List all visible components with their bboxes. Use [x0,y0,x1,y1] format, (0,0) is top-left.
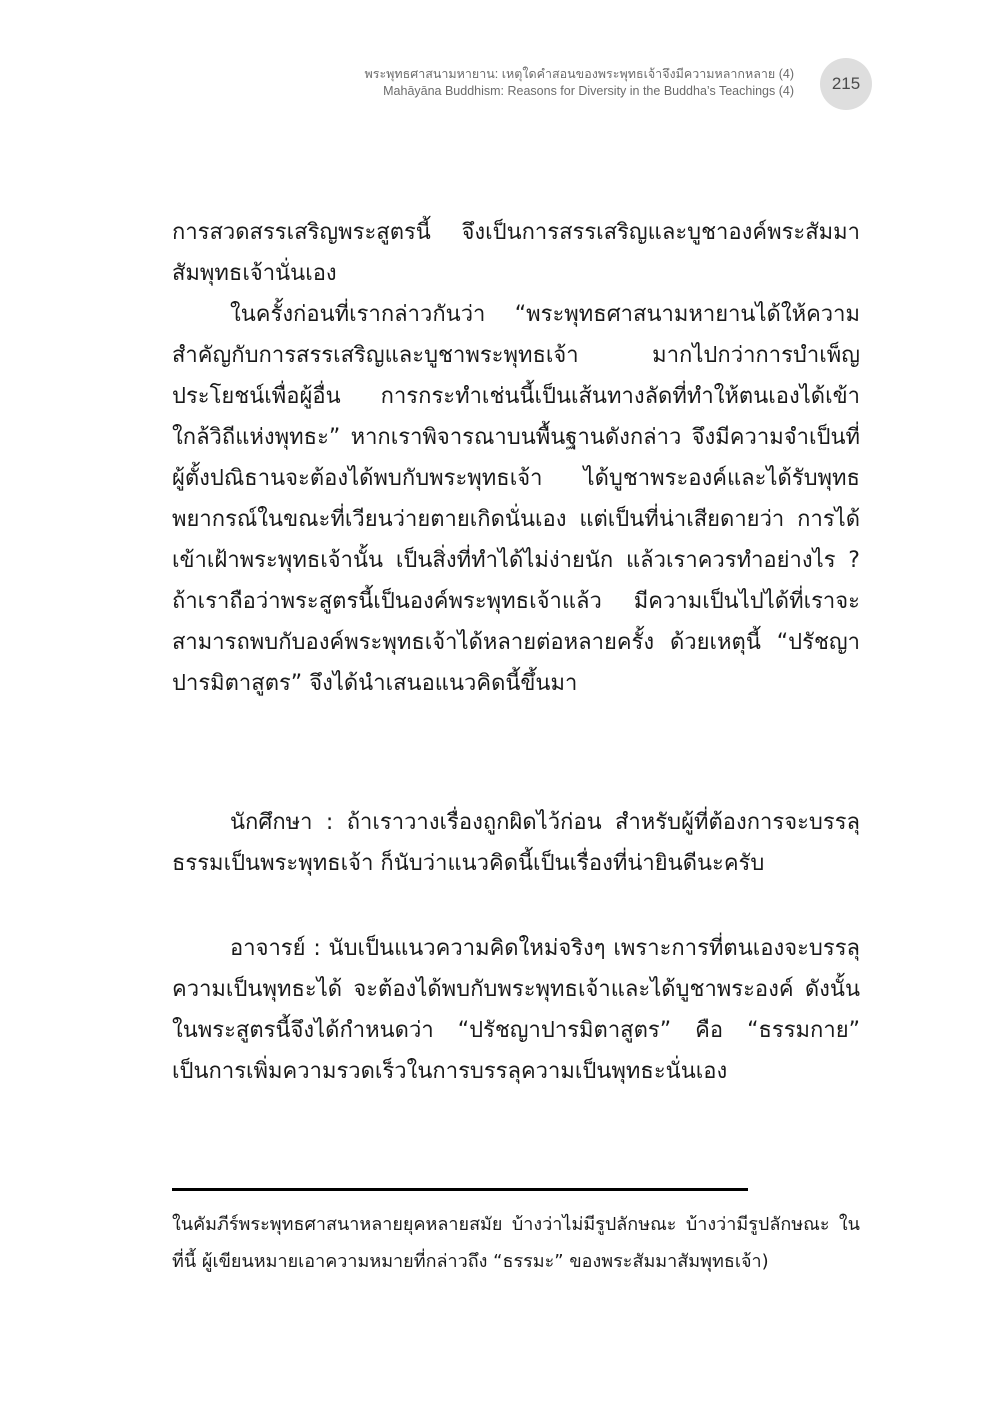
main-paragraph: ในครั้งก่อนที่เรากล่าวกันว่า “พระพุทธศาสนามหายานได้ให้ความสำคัญกับการสรรเสริญและบูชาพระพุทธเจ้า มากไปกว่าการบำเพ็ญประโยชน์เพื่อผู้อื่น การกระทำเช่นนี้เป็นเส้นทางลัดที่ทำให้ตนเองได้เข้าใกล้วิถีแห่งพุทธะ” หากเราพิจารณาบนพื้นฐานดังกล่าว จึงมีความจำเป็นที่ผู้ตั้งปณิธานจะต้องได้พบกับพระพุทธเจ้า ได้บูชาพระองค์และได้รับพุทธพยากรณ์ในขณะที่เวียนว่ายตายเกิดนั่นเอง แต่เป็นที่น่าเสียดายว่า การได้เข้าเฝ้าพระพุทธเจ้านั้น เป็นสิ่งที่ทำได้ไม่ง่ายนัก แล้วเราควรทำอย่างไร ? ถ้าเราถือว่าพระสูตรนี้เป็นองค์พระพุทธเจ้าแล้ว มีความเป็นไปได้ที่เราจะสามารถพบกับองค์พระพุทธเจ้าได้หลายต่อหลายครั้ง ด้วยเหตุนี้ “ปรัชญาปารมิตาสูตร” จึงได้นำเสนอแนวคิดนี้ขึ้นมา [172,302,860,696]
footnote-divider [172,1188,748,1191]
main-text-block [172,212,860,704]
student-dialogue [172,802,860,884]
page-number: 215 [831,74,861,93]
page-number-badge [820,58,872,110]
student-paragraph: นักศึกษา : ถ้าเราวางเรื่องถูกผิดไว้ก่อน สำหรับผู้ที่ต้องการจะบรรลุธรรมเป็นพระพุทธเจ้า ก็นับว่าแนวคิดนี้เป็นเรื่องที่น่ายินดีนะครับ [172,810,860,876]
footnote: ในคัมภีร์พระพุทธศาสนาหลายยุคหลายสมัย บ้างว่าไม่มีรูปลักษณะ บ้างว่ามีรูปลักษณะ ในที่นี้ ผู้เขียนหมายเอาความหมายที่กล่าวถึง “ธรรมะ” ของพระสัมมาสัมพุทธเจ้า) [172,1214,860,1272]
teacher-dialogue [172,928,860,1092]
header-title-thai: พระพุทธศาสนามหายาน: เหตุใดคำสอนของพระพุทธเจ้าจึงมีความหลากหลาย (4) [364,67,794,81]
header-title-english: Mahāyāna Buddhism: Reasons for Diversity in the Buddha’s Teachings (4) [383,84,794,98]
running-header [364,66,794,100]
continuation-paragraph: การสวดสรรเสริญพระสูตรนี้ จึงเป็นการสรรเสริญและบูชาองค์พระสัมมาสัมพุทธเจ้านั่นเอง [172,220,860,286]
teacher-paragraph: อาจารย์ : นับเป็นแนวความคิดใหม่จริงๆ เพราะการที่ตนเองจะบรรลุความเป็นพุทธะได้ จะต้องได้พบกับพระพุทธเจ้าและได้บูชาพระองค์ ดังนั้น ในพระสูตรนี้จึงได้กำหนดว่า “ปรัชญาปารมิตาสูตร” คือ “ธรรมกาย” เป็นการเพิ่มความรวดเร็วในการบรรลุความเป็นพุทธะนั่นเอง [172,936,860,1084]
